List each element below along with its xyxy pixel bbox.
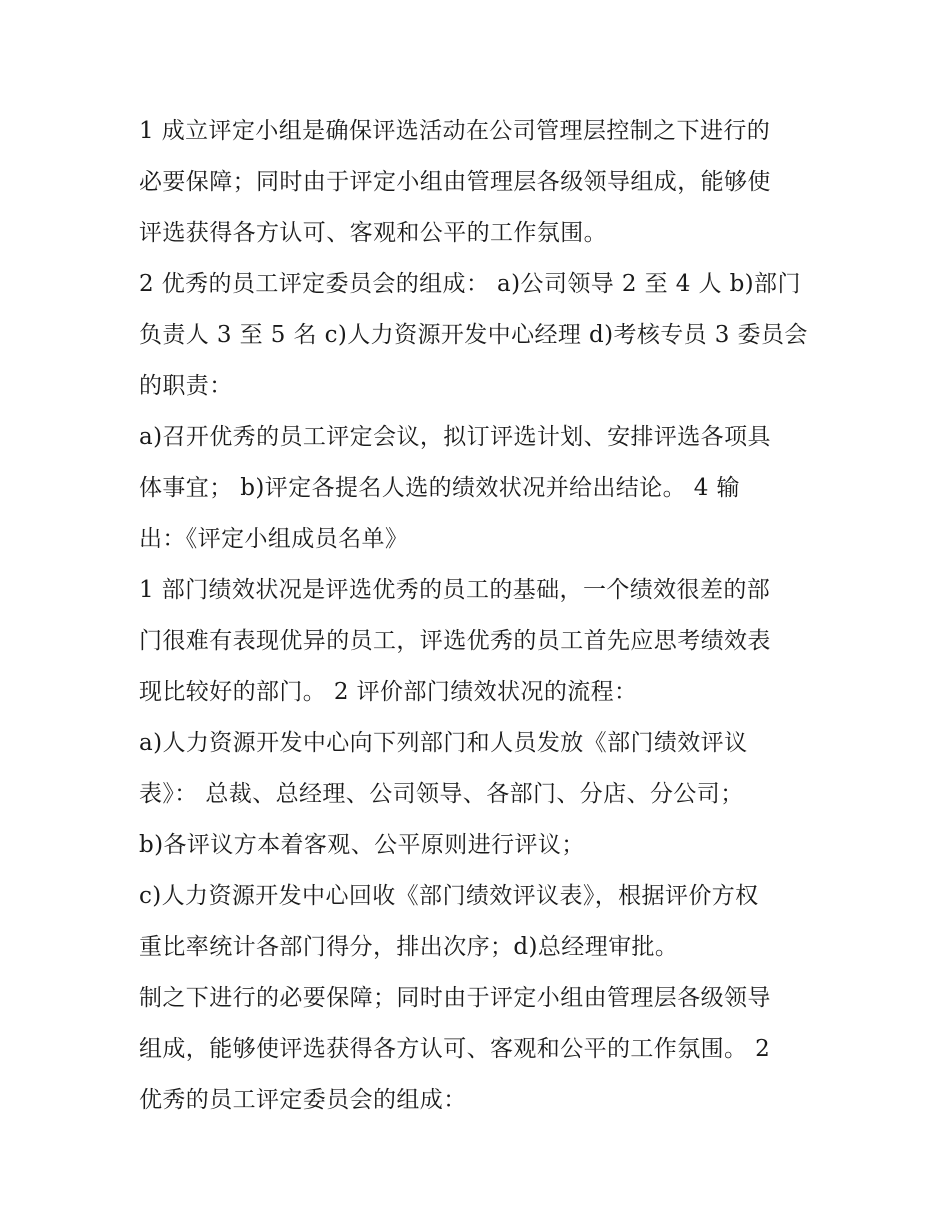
text-line: 的职责： (139, 373, 233, 399)
text-line: 负责人 3 至 5 名 c)人力资源开发中心经理 d)考核专员 3 委员会 (139, 322, 808, 348)
text-line: 重比率统计各部门得分，排出次序；d)总经理审批。 (139, 934, 679, 960)
text-line: 1 成立评定小组是确保评选活动在公司管理层控制之下进行的 (139, 118, 771, 144)
text-line: 1 部门绩效状况是评选优秀的员工的基础，一个绩效很差的部 (139, 577, 771, 603)
text-line: 必要保障；同时由于评定小组由管理层各级领导组成，能够使 (139, 169, 771, 195)
text-line: 组成，能够使评选获得各方认可、客观和公平的工作氛围。 2 (139, 1036, 771, 1062)
text-line: 表》： 总裁、总经理、公司领导、各部门、分店、分公司； (139, 781, 744, 807)
text-line: 评选获得各方认可、客观和公平的工作氛围。 (139, 220, 607, 246)
text-line: 优秀的员工评定委员会的组成： (139, 1087, 467, 1113)
text-line: 门很难有表现优异的员工，评选优秀的员工首先应思考绩效表 (139, 628, 771, 654)
document-body (139, 106, 819, 1126)
text-line: 现比较好的部门。 2 评价部门绩效状况的流程： (139, 679, 638, 705)
text-line: a)人力资源开发中心向下列部门和人员发放《部门绩效评议 (139, 730, 748, 756)
text-line: c)人力资源开发中心回收《部门绩效评议表》，根据评价方权 (139, 883, 759, 909)
text-line: b)各评议方本着客观、公平原则进行评议； (139, 832, 585, 858)
text-line: 出：《评定小组成员名单》 (139, 526, 409, 552)
text-line: 制之下进行的必要保障；同时由于评定小组由管理层各级领导 (139, 985, 771, 1011)
text-line: 2 优秀的员工评定委员会的组成： a)公司领导 2 至 4 人 b)部门 (139, 271, 801, 297)
text-line: a)召开优秀的员工评定会议，拟订评选计划、安排评选各项具 (139, 424, 771, 450)
text-line: 体事宜； b)评定各提名人选的绩效状况并给出结论。 4 输 (139, 475, 740, 501)
